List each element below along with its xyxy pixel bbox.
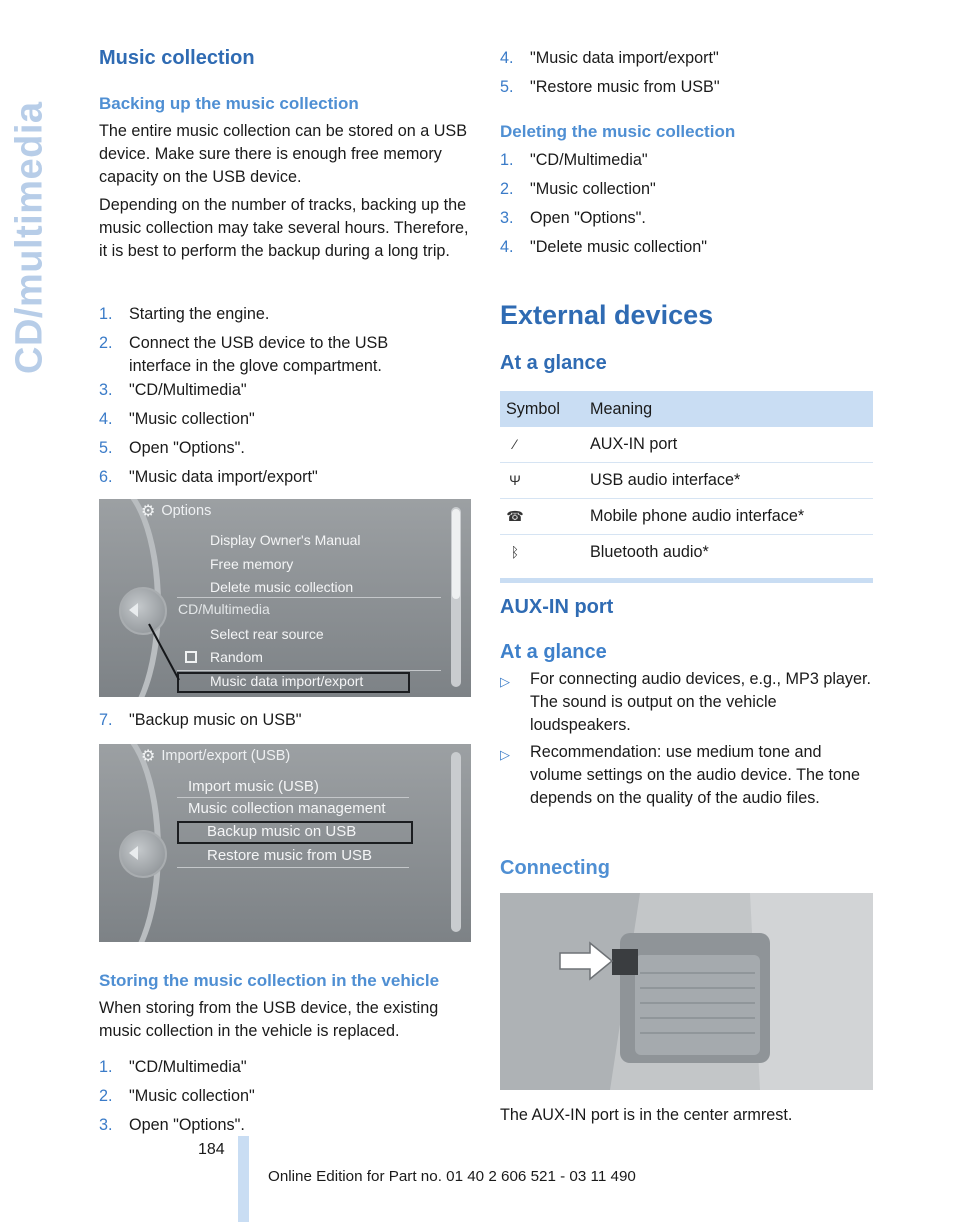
- table-row: [500, 499, 873, 535]
- chapter-sidebar: [0, 0, 60, 380]
- armrest-photo: [500, 893, 873, 1090]
- backup-step-7: [99, 709, 471, 732]
- deleting-step-2: [500, 178, 873, 201]
- controller-knob-icon: [119, 830, 167, 878]
- step-number: 5.: [99, 439, 113, 457]
- backup-paragraph-2: Depending on the number of tracks, backing up the music collection may take several hours. Therefore, it is best to perform the backup during a long trip.: [99, 196, 469, 260]
- usb-icon: Ψ: [509, 472, 521, 488]
- step-number: 3.: [99, 381, 113, 399]
- deleting-step-4: [500, 236, 873, 259]
- menu-item: Free memory: [210, 556, 294, 572]
- bullet-text: For connecting audio devices, e.g., MP3 player. The sound is output on the vehicle loudspeakers.: [530, 670, 872, 734]
- step-text: Open "Options".: [129, 1116, 245, 1134]
- step-number: 3.: [99, 1116, 113, 1134]
- step-number: 4.: [500, 238, 514, 256]
- subheading-at-a-glance: At a glance: [500, 352, 607, 374]
- row-meaning: USB audio interface*: [590, 471, 741, 489]
- step-number: 6.: [99, 468, 113, 486]
- deleting-step-3: [500, 207, 873, 230]
- step-text: Starting the engine.: [129, 305, 270, 323]
- header-meaning: Meaning: [590, 399, 653, 418]
- section-title-external-devices: External devices: [500, 300, 714, 330]
- step-number: 2.: [99, 334, 113, 352]
- edition-footer: Online Edition for Part no. 01 40 2 606 521 - 03 11 490: [268, 1168, 636, 1185]
- menu-item: Display Owner's Manual: [210, 532, 361, 548]
- step-text: "Music data import/export": [530, 49, 719, 67]
- screen-title: [141, 746, 290, 766]
- storing-step-2: [99, 1085, 471, 1108]
- menu-item: Random: [210, 649, 263, 665]
- symbol-table: [500, 391, 873, 583]
- options-gear-icon: ⚙: [141, 748, 156, 765]
- bullet-text: Recommendation: use medium tone and volume settings on the audio device. The tone depends on the quality of the audio files.: [530, 743, 860, 807]
- step-text: Connect the USB device to the USB interface in the glove compartment.: [129, 334, 389, 375]
- step-number: 3.: [500, 209, 514, 227]
- step-text: "Music collection": [129, 410, 255, 428]
- step-text: "CD/Multimedia": [129, 381, 247, 399]
- divider: [177, 867, 409, 868]
- step-text: "Music collection": [129, 1087, 255, 1105]
- section-title-aux-in: AUX-IN port: [500, 596, 614, 618]
- step-number: 1.: [500, 151, 514, 169]
- step-number: 7.: [99, 711, 113, 729]
- step-number: 1.: [99, 305, 113, 323]
- left-arrow-icon: [129, 846, 138, 860]
- divider: [177, 797, 409, 798]
- deleting-step-1: [500, 149, 873, 172]
- scrollbar: [451, 752, 461, 932]
- aux-caption: The AUX-IN port is in the center armrest.: [500, 1106, 793, 1124]
- backup-step-6: [99, 466, 471, 489]
- chapter-label: CD/multimedia: [8, 101, 51, 374]
- backup-step-1: [99, 303, 471, 326]
- backup-step-3: [99, 379, 471, 402]
- step-text: "Delete music collection": [530, 238, 708, 256]
- page-number: 184: [198, 1141, 225, 1158]
- table-row: [500, 427, 873, 463]
- header-symbol: Symbol: [506, 399, 560, 418]
- pointer-line: [99, 499, 471, 697]
- row-meaning: AUX-IN port: [590, 435, 678, 453]
- menu-section: CD/Multimedia: [178, 601, 270, 617]
- menu-item: Music collection management: [188, 800, 386, 817]
- bluetooth-icon: ᛒ: [510, 544, 520, 560]
- step-text: "CD/Multimedia": [129, 1058, 247, 1076]
- menu-item-selected: Music data import/export: [210, 673, 364, 689]
- step-text: "Music data import/export": [129, 468, 318, 486]
- menu-item: Delete music collection: [210, 579, 354, 595]
- idrive-screen-import-export: [99, 744, 471, 942]
- row-meaning: Mobile phone audio interface*: [590, 507, 805, 525]
- table-row: [500, 463, 873, 499]
- bullet-triangle-icon: ▷: [500, 747, 510, 762]
- step-text: Open "Options".: [530, 209, 646, 227]
- aux-bullet-1: [500, 668, 873, 737]
- table-header: [500, 391, 873, 427]
- step-text: "Backup music on USB": [129, 711, 302, 729]
- step-number: 4.: [500, 49, 514, 67]
- storing-step-1: [99, 1056, 471, 1079]
- footer-accent-bar: [238, 1136, 249, 1222]
- menu-item-selected: Backup music on USB: [207, 823, 357, 840]
- menu-item: Select rear source: [210, 626, 324, 642]
- storing-step-5: [500, 76, 873, 99]
- storing-step-3: [99, 1114, 471, 1137]
- subheading-aux-at-a-glance: At a glance: [500, 641, 607, 663]
- menu-item: Import music (USB): [188, 778, 319, 795]
- step-text: "CD/Multimedia": [530, 151, 648, 169]
- backup-step-4: [99, 408, 471, 431]
- aux-bullet-2: [500, 741, 873, 810]
- step-number: 4.: [99, 410, 113, 428]
- step-number: 2.: [500, 180, 514, 198]
- backup-step-2: [99, 332, 454, 378]
- screen-title-text: Import/export (USB): [161, 748, 291, 764]
- screen-title-text: Options: [161, 503, 212, 519]
- subheading-connecting: Connecting: [500, 857, 610, 879]
- options-gear-icon: ⚙: [141, 503, 156, 520]
- row-meaning: Bluetooth audio*: [590, 543, 709, 561]
- menu-item: Restore music from USB: [207, 847, 373, 864]
- backup-step-5: [99, 437, 471, 460]
- storing-paragraph: When storing from the USB device, the existing music collection in the vehicle is replaced.: [99, 999, 439, 1040]
- bullet-triangle-icon: ▷: [500, 674, 510, 689]
- step-text: Open "Options".: [129, 439, 245, 457]
- aux-plug-icon: ⁄: [513, 436, 517, 452]
- subheading-storing: Storing the music collection in the vehicle: [99, 971, 440, 990]
- step-number: 1.: [99, 1058, 113, 1076]
- subheading-deleting: Deleting the music collection: [500, 122, 736, 141]
- mobile-phone-icon: ☎: [506, 508, 524, 524]
- section-title-music-collection: Music collection: [99, 47, 255, 69]
- armrest-illustration: [500, 893, 873, 1090]
- step-text: "Music collection": [530, 180, 656, 198]
- step-number: 5.: [500, 78, 514, 96]
- storing-step-4: [500, 47, 873, 70]
- step-text: "Restore music from USB": [530, 78, 720, 96]
- table-row: [500, 535, 873, 570]
- table-footer-bar: [500, 578, 873, 583]
- step-number: 2.: [99, 1087, 113, 1105]
- idrive-screen-options: [99, 499, 471, 697]
- backup-paragraph-1: The entire music collection can be stored on a USB device. Make sure there is enough free memory capacity on the USB device.: [99, 122, 468, 186]
- subheading-backup: Backing up the music collection: [99, 94, 359, 113]
